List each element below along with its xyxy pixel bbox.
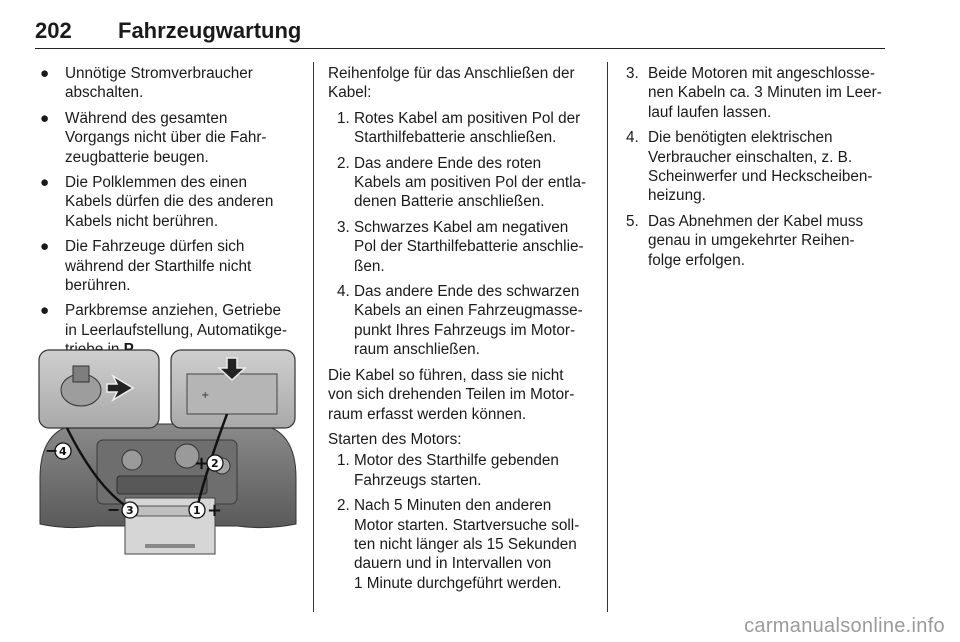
- bullet-dot-icon: ●: [40, 109, 50, 127]
- bullet-dot-icon: ●: [40, 302, 50, 320]
- text-line: Kabels am positiven Pol der entla-: [354, 174, 587, 192]
- text-line: Fahrzeugs starten.: [354, 471, 482, 489]
- svg-text:+: +: [201, 390, 210, 401]
- list-item: [626, 64, 888, 122]
- text-line: ten nicht länger als 15 Sekunden: [354, 535, 577, 553]
- text-line: Unnötige Stromverbraucher: [65, 65, 253, 82]
- svg-text:−: −: [45, 441, 59, 460]
- engine-bay-drawing: [37, 348, 299, 560]
- bullet-item: [38, 237, 300, 295]
- item-number: 4.: [337, 283, 350, 301]
- text-line: folge erfolgen.: [648, 251, 745, 269]
- item-number: 1.: [337, 109, 350, 127]
- column-3: [626, 64, 888, 276]
- text-line: genau in umgekehrter Reihen-: [648, 232, 855, 250]
- text-line: heizung.: [648, 187, 706, 205]
- list-item: [328, 218, 596, 276]
- text-line: Reihenfolge für das Anschließen der: [328, 65, 575, 82]
- text-line: punkt Ihres Fahrzeugs im Motor-: [354, 321, 576, 339]
- text-line: Rotes Kabel am positiven Pol der: [354, 109, 581, 127]
- text-line: Nach 5 Minuten den anderen: [354, 497, 552, 515]
- page-title: Fahrzeugwartung: [118, 18, 302, 43]
- text-line: berühren.: [65, 277, 131, 295]
- start-heading: [328, 430, 596, 449]
- text-line: Schwarzes Kabel am negativen: [354, 218, 569, 236]
- column-2: [328, 64, 596, 599]
- bullet-dot-icon: ●: [40, 174, 50, 192]
- text-line: Verbraucher einschalten, z. B.: [648, 148, 853, 166]
- svg-text:3: 3: [126, 504, 134, 517]
- text-line: Kabel:: [328, 84, 372, 102]
- text-line: Die Polklemmen des einen: [65, 174, 247, 192]
- routing-paragraph: [328, 366, 596, 424]
- watermark: carmanualsonline.info: [744, 615, 945, 637]
- intro-paragraph: [328, 64, 596, 103]
- list-item: [328, 109, 596, 148]
- column-1: [38, 64, 300, 366]
- text-line: Kabels nicht berühren.: [65, 212, 219, 230]
- svg-text:2: 2: [211, 457, 219, 470]
- item-number: 3.: [337, 218, 350, 236]
- text-line: Das andere Ende des roten: [354, 154, 542, 172]
- page-number: 202: [35, 18, 72, 43]
- item-number: 2.: [337, 154, 350, 172]
- text-line: Die benötigten elektrischen: [648, 129, 833, 147]
- text-line: Kabels an einen Fahrzeugmasse-: [354, 302, 583, 320]
- text-line: Motor des Starthilfe gebenden: [354, 452, 559, 470]
- item-number: 3.: [626, 65, 639, 82]
- text-line: Scheinwerfer und Heckscheiben-: [648, 168, 873, 186]
- text-line: von sich drehenden Teilen im Motor-: [328, 386, 575, 404]
- list-item: [328, 154, 596, 212]
- text-line: denen Batterie anschließen.: [354, 193, 545, 211]
- text-line: Pol der Starthilfebatterie anschlie-: [354, 238, 584, 256]
- text-line: Vorgangs nicht über die Fahr-: [65, 129, 267, 147]
- text-line: Während des gesamten: [65, 109, 228, 127]
- text-line: Kabels dürfen die des anderen: [65, 193, 274, 211]
- item-number: 2.: [337, 497, 350, 515]
- svg-text:1: 1: [193, 504, 201, 517]
- bullet-item: [38, 109, 300, 167]
- column-divider-1: [313, 62, 314, 612]
- svg-text:−: −: [107, 500, 121, 519]
- text-line: Die Kabel so führen, dass sie nicht: [328, 366, 564, 384]
- list-item: [626, 212, 888, 270]
- item-number: 1.: [337, 452, 350, 470]
- text-line: während der Starthilfe nicht: [65, 257, 252, 275]
- text-line: in Leerlaufstellung, Automatikge-: [65, 321, 287, 339]
- text-line: raum anschließen.: [354, 341, 480, 359]
- list-item: [626, 128, 888, 206]
- item-number: 4.: [626, 129, 639, 147]
- text-line: Parkbremse anziehen, Getriebe: [65, 302, 281, 320]
- column-divider-2: [607, 62, 608, 612]
- svg-text:+: +: [207, 500, 223, 521]
- callout-minus-4: [45, 441, 71, 460]
- text-line: nen Kabeln ca. 3 Minuten im Leer-: [648, 84, 882, 102]
- text-line: Beide Motoren mit angeschlosse-: [648, 65, 876, 82]
- jump-start-illustration: [37, 348, 299, 560]
- text-line: raum erfasst werden können.: [328, 405, 527, 423]
- svg-text:+: +: [194, 453, 210, 474]
- text-line: Die Fahrzeuge dürfen sich: [65, 238, 245, 256]
- list-item: [328, 282, 596, 360]
- text-line: lauf laufen lassen.: [648, 103, 772, 121]
- text-line: 1 Minute durchgeführt werden.: [354, 574, 562, 592]
- list-item: [328, 496, 596, 593]
- text-line: Starthilfebatterie anschließen.: [354, 129, 557, 147]
- text-line: abschalten.: [65, 84, 144, 102]
- text-line: Motor starten. Startversuche soll-: [354, 516, 580, 534]
- header-rule: [35, 48, 885, 49]
- bullet-item: [38, 64, 300, 103]
- list-item: [328, 451, 596, 490]
- text-line: dauern und in Intervallen von: [354, 555, 552, 573]
- page-header: [35, 14, 885, 48]
- text-line: Das Abnehmen der Kabel muss: [648, 212, 864, 230]
- text-line: ßen.: [354, 257, 385, 275]
- bullet-dot-icon: ●: [40, 238, 50, 256]
- bullet-dot-icon: ●: [40, 65, 50, 82]
- text-line: Starten des Motors:: [328, 430, 462, 448]
- svg-text:4: 4: [59, 445, 67, 458]
- item-number: 5.: [626, 212, 639, 230]
- text-line: Das andere Ende des schwarzen: [354, 283, 580, 301]
- text-line: zeugbatterie beugen.: [65, 148, 209, 166]
- bullet-item: [38, 173, 300, 231]
